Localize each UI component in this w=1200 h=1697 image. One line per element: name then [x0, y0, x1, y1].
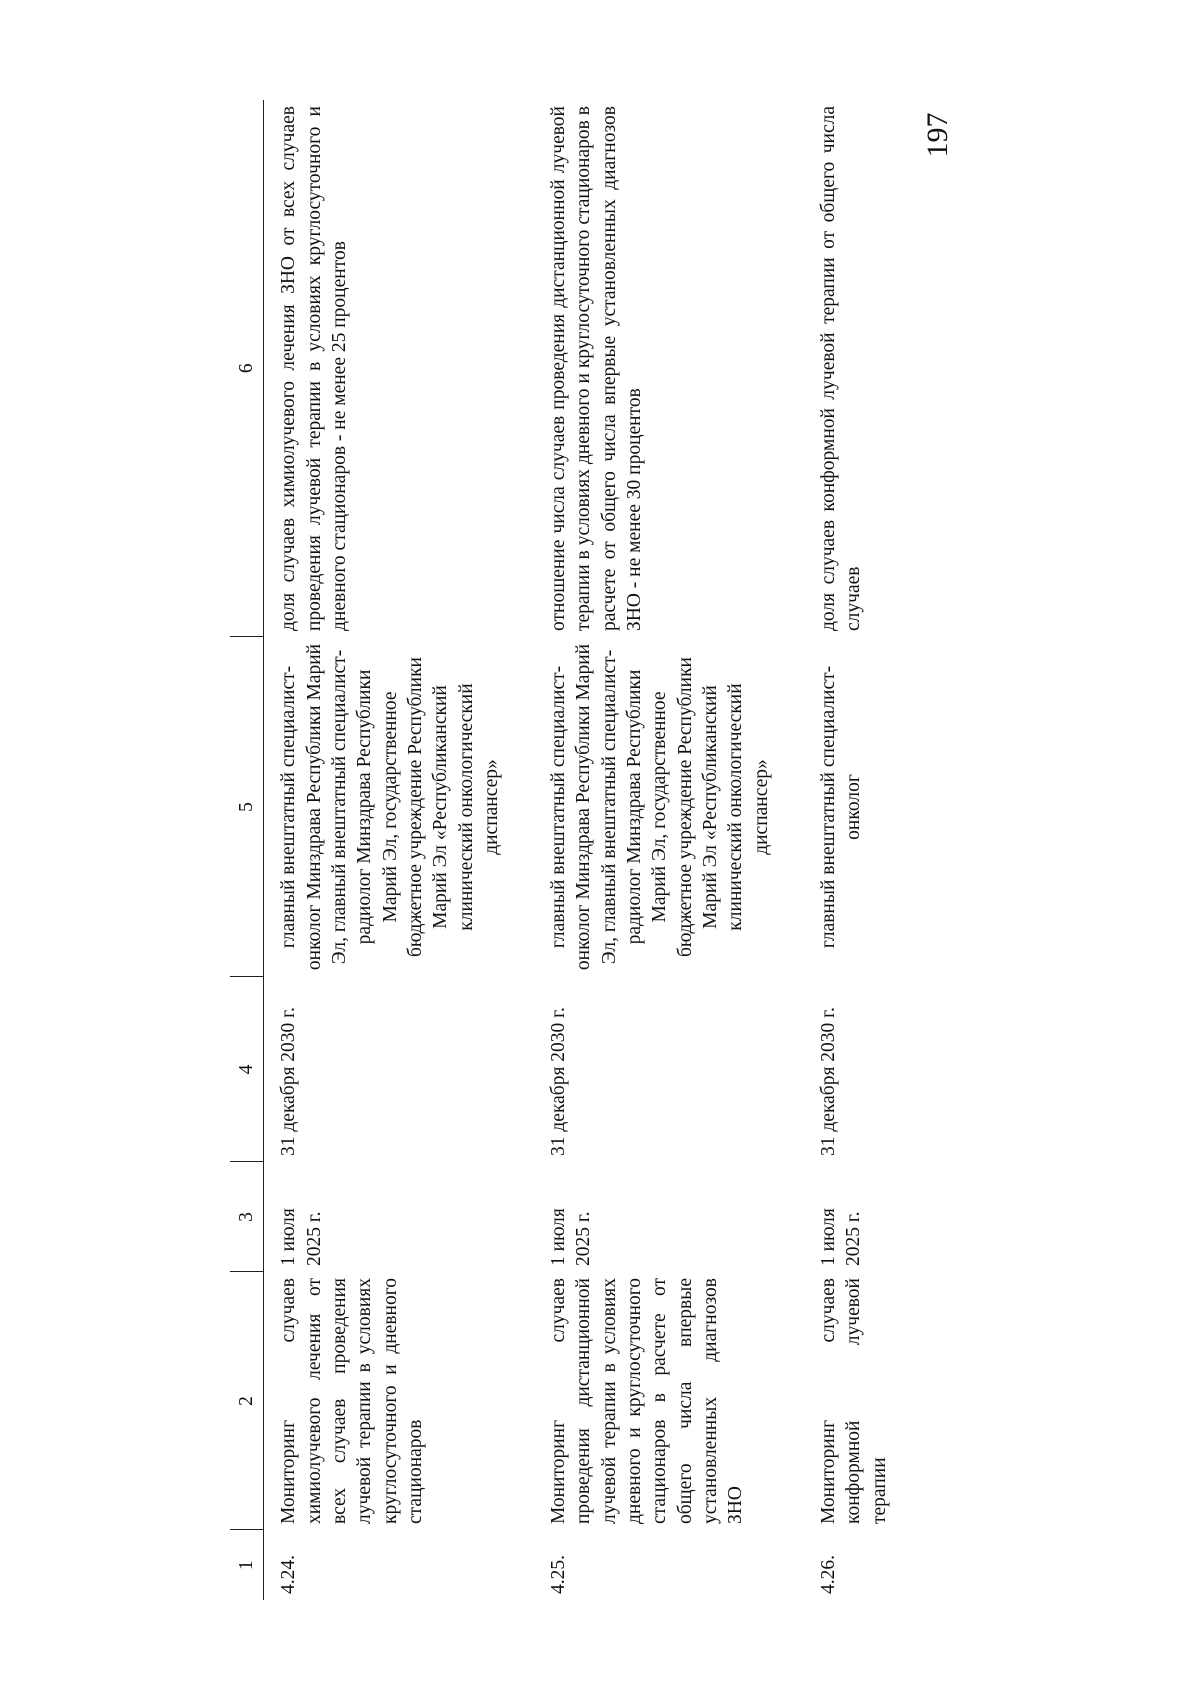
rotated-table-container — [230, 100, 1050, 1600]
end-date-cell: 31 декабря 2030 г. — [817, 1007, 839, 1156]
column-number-header-row — [230, 100, 264, 1600]
item-number: 4.26. — [817, 1555, 839, 1594]
column-header: 6 — [230, 100, 264, 637]
activity-cell: Мониторинг случаев проведения дистанционной лучевой терапии в условиях дневного и круглосуточного стационаров в расчете от общего числа впервые установленных диагнозов ЗНО — [547, 1278, 747, 1524]
page-number: 197 — [921, 112, 954, 158]
indicator-cell: доля случаев химиолучевого лечения ЗНО от всех случаев проведения лучевой терапии в условиях круглосуточного и дневного стационаров - не менее 25 процентов — [278, 106, 351, 631]
item-number: 4.24. — [278, 1555, 300, 1594]
indicator-cell: отношение числа случаев проведения дистанционной лучевой терапии в условиях дневного и круглосуточного стационаров в расчете от общего числа впервые установленных диагнозов ЗНО - не менее 30 процентов — [547, 106, 645, 631]
indicator-cell: доля случаев конформной лучевой терапии от общего числа случаев — [817, 106, 865, 631]
item-number: 4.25. — [547, 1555, 569, 1594]
table-row — [804, 100, 924, 1600]
responsible-cell: главный внештатный специалист-онколог Минздрава Республики Марий Эл, главный внештатный специалист-радиолог Минздрава Республики Марий Эл, государственное бюджетное учреждение Республики Марий Эл «Республиканский клинический онкологический диспансер» — [278, 643, 503, 971]
start-date-cell: 1 июля 2025 г. — [278, 1208, 325, 1266]
activity-cell: Мониторинг случаев конформной лучевой терапии — [817, 1278, 890, 1524]
column-header: 2 — [230, 1272, 264, 1530]
start-date-cell: 1 июля 2025 г. — [817, 1208, 865, 1266]
column-header: 5 — [230, 637, 264, 977]
measures-table — [230, 100, 924, 1600]
column-header: 1 — [230, 1530, 264, 1600]
end-date-cell: 31 декабря 2030 г. — [547, 1007, 569, 1156]
column-header: 4 — [230, 977, 264, 1162]
end-date-cell: 31 декабря 2030 г. — [278, 1007, 300, 1156]
responsible-cell: главный внештатный специалист-онколог Минздрава Республики Марий Эл, главный внештатный специалист-радиолог Минздрава Республики Марий Эл, государственное бюджетное учреждение Республики Марий Эл «Республиканский клинический онкологический диспансер» — [547, 643, 772, 971]
column-header: 3 — [230, 1162, 264, 1272]
responsible-cell: главный внештатный специалист-онколог — [817, 665, 865, 949]
table-row — [534, 100, 804, 1600]
start-date-cell: 1 июля 2025 г. — [547, 1208, 595, 1266]
activity-cell: Мониторинг случаев химиолучевого лечения от всех случаев проведения лучевой терапии в условиях круглосуточного и дневного стационаров — [278, 1278, 427, 1524]
table-row — [264, 100, 534, 1600]
